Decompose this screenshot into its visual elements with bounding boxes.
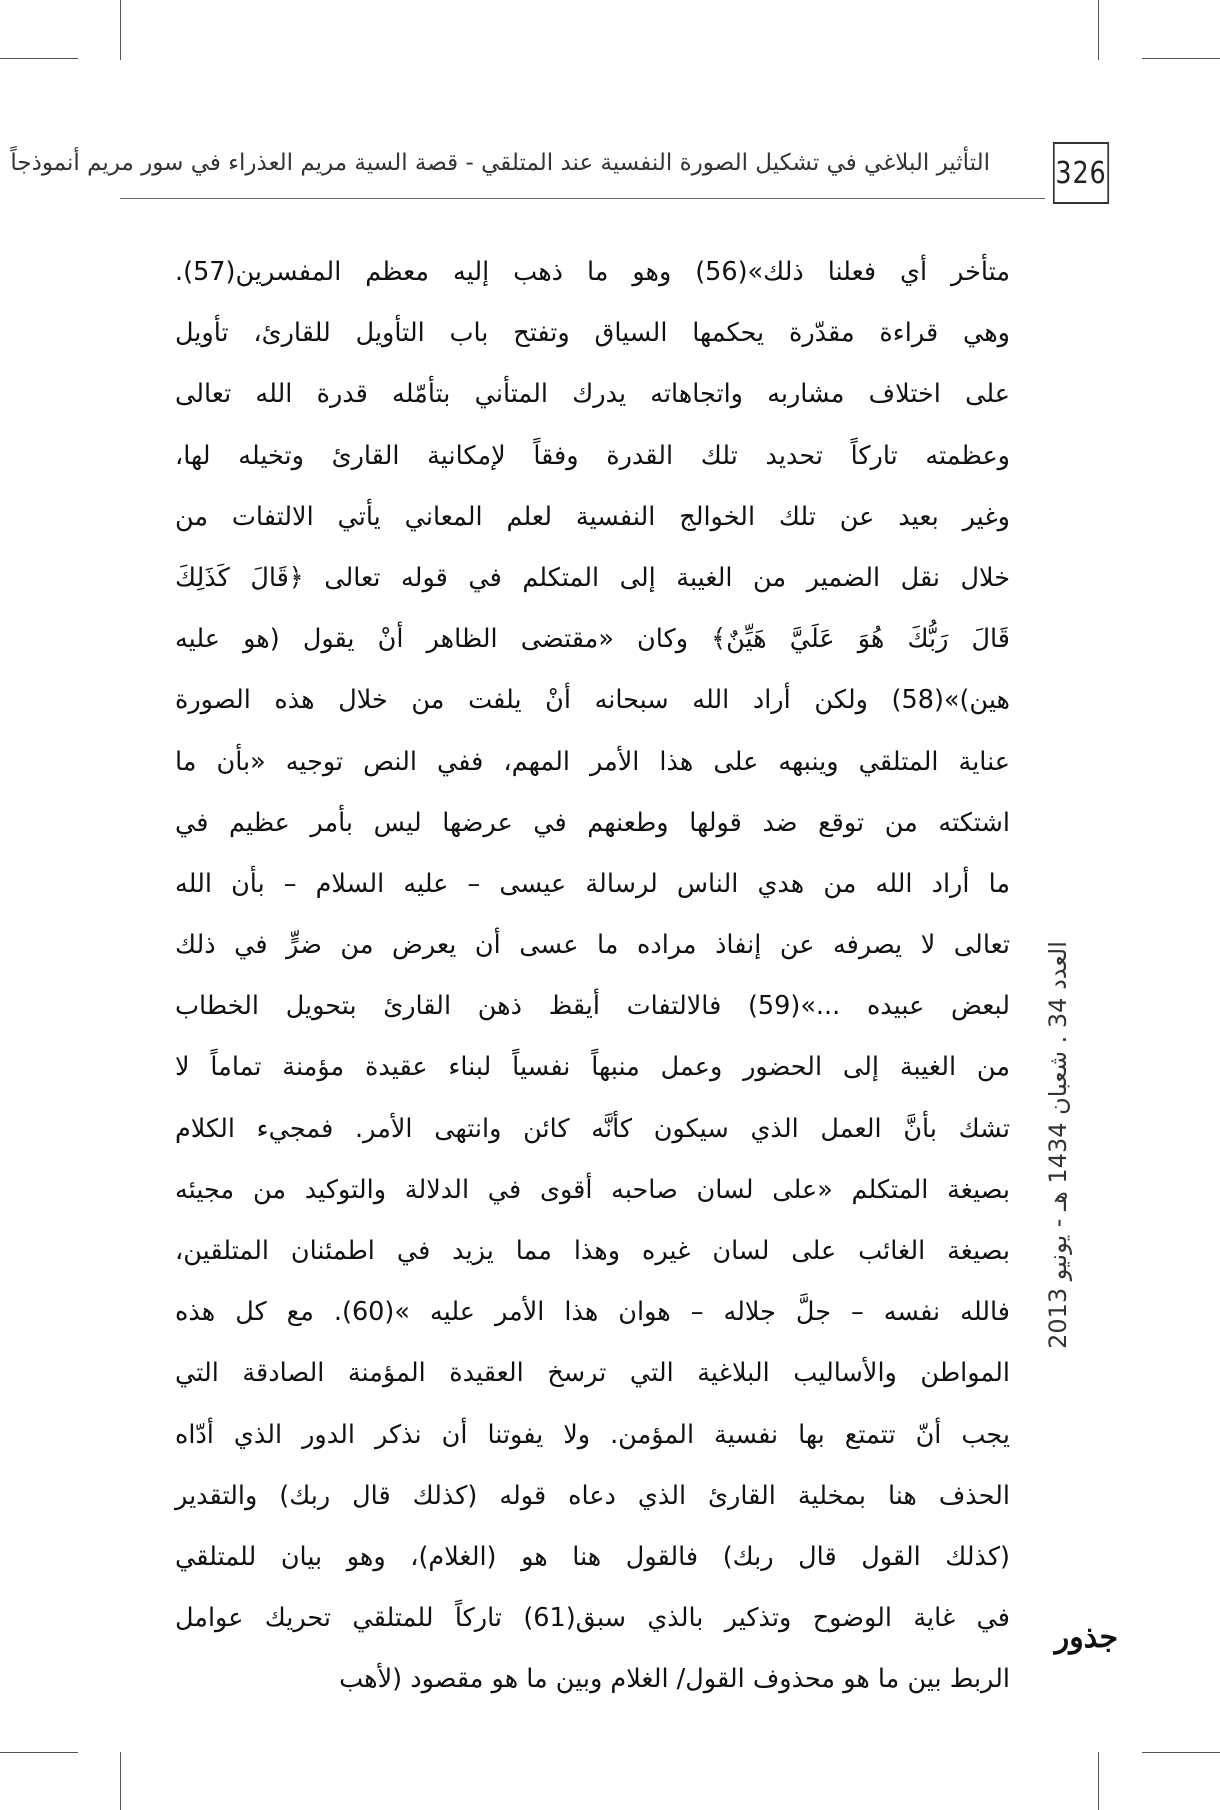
running-title: التأثير البلاغي في تشكيل الصورة النفسية عند المتلقي - قصة السية مريم العذراء في سور مريم أنموذجاً [10, 150, 990, 176]
body-line: في غاية الوضوح وتذكير بالذي سبق(61) تاركاً للمتلقي تحريك عوامل [175, 1603, 1010, 1634]
body-line: ما أراد الله من هدي الناس لرسالة عيسى – عليه السلام – بأن الله [175, 868, 1010, 899]
crop-mark-top-right-h [1142, 58, 1220, 59]
crop-mark-top-left-h [0, 58, 78, 59]
crop-mark-bottom-right [1098, 1752, 1099, 1810]
body-line: بصيغة الغائب على لسان غيره وهذا مما يزيد في اطمئنان المتلقين، [175, 1236, 1010, 1266]
body-line: خلال نقل الضمير من الغيبة إلى المتكلم في قوله تعالى ﴿قَالَ كَذَلِكَ [175, 562, 1010, 593]
crop-mark-bottom-left [120, 1752, 121, 1810]
body-line: هين)»(58) ولكن أراد الله سبحانه أنْ يلفت من خلال هذه الصورة [175, 685, 1010, 716]
crop-mark-top-right [1098, 0, 1099, 60]
body-line: وهي قراءة مقدّرة يحكمها السياق وتفتح باب التأويل للقارئ، تأويل [175, 318, 1010, 349]
body-line: الربط بين ما هو محذوف القول/ الغلام وبين ما هو مقصود (لأهب [339, 1664, 1010, 1695]
body-line: تشك بأنَّ العمل الذي سيكون كأنَّه كائن وانتهى الأمر. فمجيء الكلام [175, 1113, 1010, 1144]
header-rule [120, 198, 1045, 199]
body-line: الحذف هنا بمخلية القارئ الذي دعاه قوله (كذلك قال ربك) والتقدير [175, 1480, 1010, 1511]
body-line: متأخر أي فعلنا ذلك»(56) وهو ما ذهب إليه معظم المفسرين(57). [175, 257, 1010, 287]
body-line: عناية المتلقي وينبهه على هذا الأمر المهم، ففي النص توجيه «بأن ما [175, 746, 1010, 777]
crop-mark-bottom-left-h [0, 1752, 78, 1753]
body-line: اشتكته من توقع ضد قولها وطعنهم في عرضها ليس بأمر عظيم في [175, 807, 1010, 838]
body-line: فالله نفسه – جلَّ جلاله – هوان هذا الأمر عليه »(60). مع كل هذه [175, 1297, 1010, 1328]
journal-logo: جذور [1054, 1620, 1118, 1655]
body-line: المواطن والأساليب البلاغية التي ترسخ العقيدة المؤمنة الصادقة التي [175, 1358, 1010, 1389]
page-number: 326 [1053, 142, 1109, 204]
body-line: وغير بعيد عن تلك الخوالج النفسية لعلم المعاني يأتي الالتفات من [175, 501, 1010, 532]
body-line: قَالَ رَبُّكَ هُوَ عَلَيَّ هَيِّنٌ﴾ وكان «مقتضى الظاهر أنْ يقول (هو عليه [175, 624, 1010, 655]
body-line: (كذلك القول قال ربك) فالقول هنا هو (الغلام)، وهو بيان للمتلقي [175, 1541, 1010, 1572]
issue-info: العدد 34 . شعبان 1434 هـ - يونيو 2013 [1044, 941, 1072, 1349]
body-line: من الغيبة إلى الحضور وعمل منبهاً نفسياً لبناء عقيدة مؤمنة تماماً لا [175, 1052, 1010, 1083]
body-line: يجب أنّ تتمتع بها نفسية المؤمن. ولا يفوتنا أن نذكر الدور الذي أدّاه [175, 1419, 1010, 1450]
body-line: بصيغة المتكلم «على لسان صاحبه أقوى في الدلالة والتوكيد من مجيئه [175, 1174, 1010, 1205]
body-line: تعالى لا يصرفه عن إنفاذ مراده ما عسى أن يعرض من ضرٍّ في ذلك [175, 930, 1010, 961]
body-line: على اختلاف مشاربه واتجاهاته يدرك المتأني بتأمّله قدرة الله تعالى [175, 379, 1010, 410]
body-line: لبعض عبيده ...»(59) فالالتفات أيقظ ذهن القارئ بتحويل الخطاب [175, 991, 1010, 1022]
crop-mark-top-left [120, 0, 121, 60]
crop-mark-bottom-right-h [1142, 1752, 1220, 1753]
body-text [175, 242, 1010, 1711]
body-line: وعظمته تاركاً تحديد تلك القدرة وفقاً لإمكانية القارئ وتخيله لها، [175, 440, 1010, 471]
